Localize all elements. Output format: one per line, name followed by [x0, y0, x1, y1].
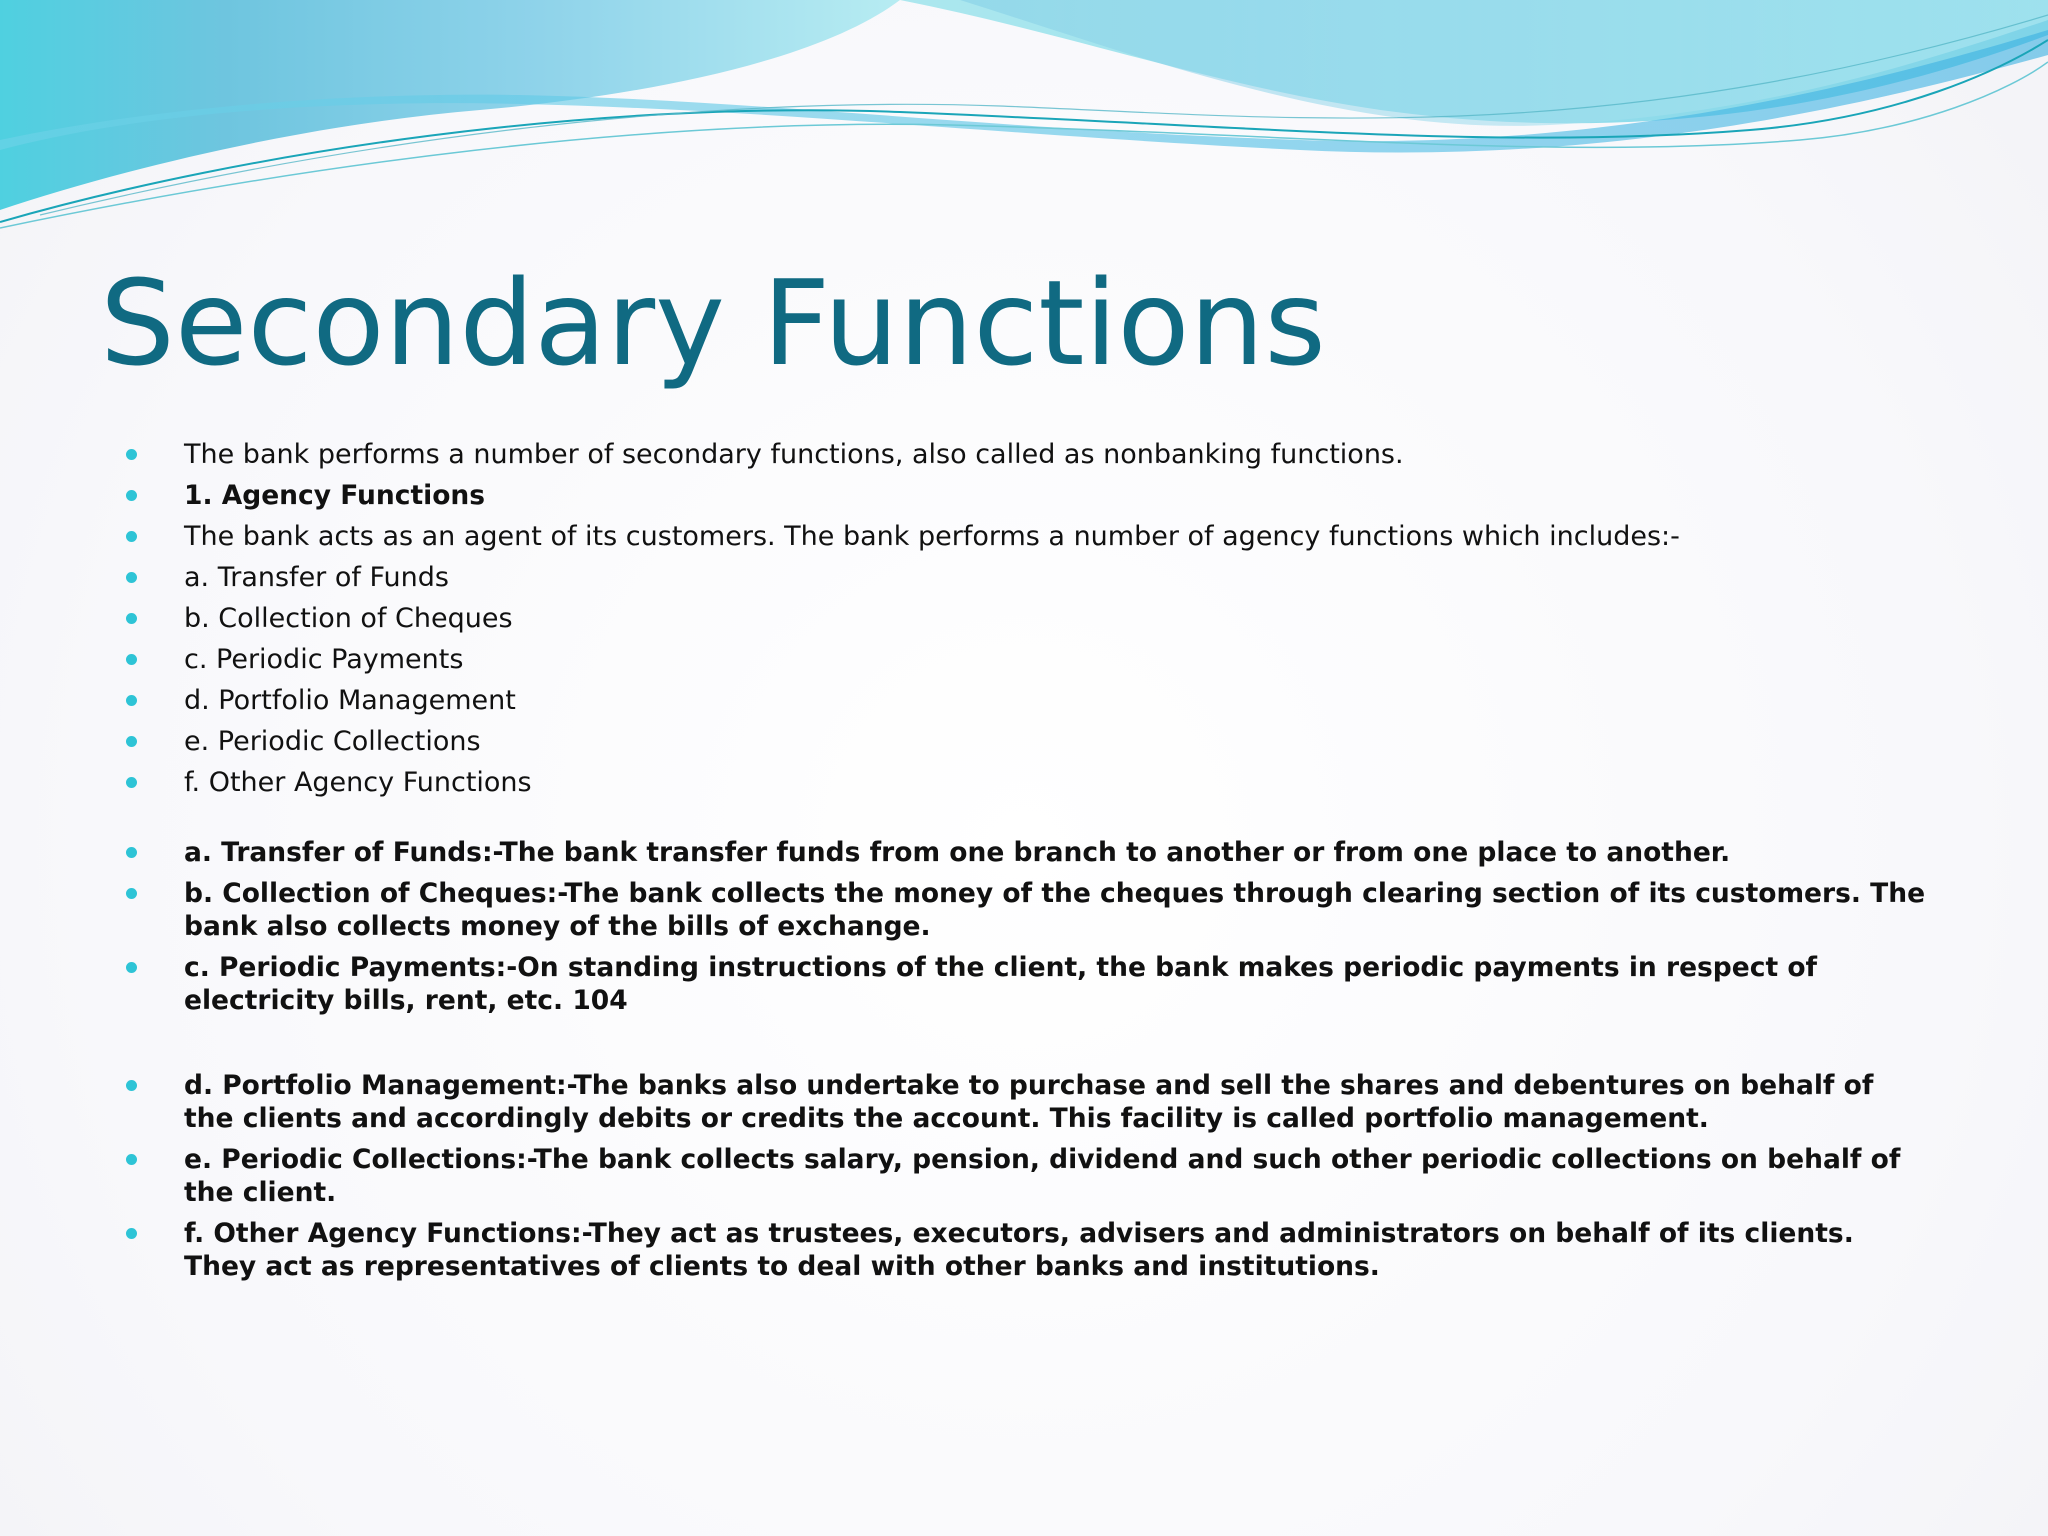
bullet-text: b. Collection of Cheques:-The bank collects the money of the cheques through clearing section of its customers. The bank also collects money of the bills of exchange. [184, 878, 1926, 942]
bullet-dot-icon [126, 654, 137, 665]
bullet-text: c. Periodic Payments:-On standing instructions of the client, the bank makes periodic payments in respect of electricity bills, rent, etc. 104 [184, 952, 1818, 1016]
bullet-text: a. Transfer of Funds:-The bank transfer funds from one branch to another or from one place to another. [184, 837, 1731, 868]
bullet-item [126, 1217, 1926, 1283]
bullet-text: b. Collection of Cheques [184, 603, 513, 634]
bullet-text: The bank acts as an agent of its customers. The bank performs a number of agency functions which includes:- [184, 521, 1680, 552]
bullet-item [126, 520, 1926, 553]
bullet-item [126, 684, 1926, 717]
bullet-item [126, 1069, 1926, 1135]
bullet-item [126, 1143, 1926, 1209]
bullet-dot-icon [126, 695, 137, 706]
bullet-dot-icon [126, 572, 137, 583]
bullet-dot-icon [126, 888, 137, 899]
bullet-dot-icon [126, 1228, 137, 1239]
bullet-item [126, 766, 1926, 799]
bullet-text: d. Portfolio Management [184, 685, 516, 716]
bullet-text: 1. Agency Functions [184, 480, 486, 511]
bullet-dot-icon [126, 490, 137, 501]
bullet-item [126, 643, 1926, 676]
bullet-text: f. Other Agency Functions:-They act as trustees, executors, advisers and administrators on behalf of its clients. They act as representatives of clients to deal with other banks and institutions. [184, 1218, 1854, 1282]
bullet-item [126, 561, 1926, 594]
header-wave-decoration [0, 0, 2048, 240]
bullet-list [126, 438, 1926, 1291]
bullet-item [126, 479, 1926, 512]
bullet-dot-icon [126, 777, 137, 788]
bullet-text: d. Portfolio Management:-The banks also undertake to purchase and sell the shares and debentures on behalf of the clients and accordingly debits or credits the account. This facility is called portfolio management. [184, 1070, 1874, 1134]
bullet-dot-icon [126, 962, 137, 973]
bullet-dot-icon [126, 531, 137, 542]
bullet-dot-icon [126, 736, 137, 747]
bullet-dot-icon [126, 613, 137, 624]
bullet-item [126, 725, 1926, 758]
bullet-text: e. Periodic Collections:-The bank collects salary, pension, dividend and such other periodic collections on behalf of the client. [184, 1144, 1901, 1208]
slide-title: Secondary Functions [100, 254, 1326, 392]
bullet-text: e. Periodic Collections [184, 726, 481, 757]
bullet-item [126, 877, 1926, 943]
bullet-text: f. Other Agency Functions [184, 767, 532, 798]
bullet-dot-icon [126, 1080, 137, 1091]
bullet-item [126, 602, 1926, 635]
bullet-dot-icon [126, 449, 137, 460]
bullet-text: The bank performs a number of secondary functions, also called as nonbanking functions. [184, 439, 1404, 470]
bullet-item [126, 438, 1926, 471]
bullet-item [126, 951, 1926, 1017]
bullet-dot-icon [126, 847, 137, 858]
bullet-text: c. Periodic Payments [184, 644, 464, 675]
bullet-item [126, 836, 1926, 869]
bullet-text: a. Transfer of Funds [184, 562, 449, 593]
bullet-dot-icon [126, 1154, 137, 1165]
